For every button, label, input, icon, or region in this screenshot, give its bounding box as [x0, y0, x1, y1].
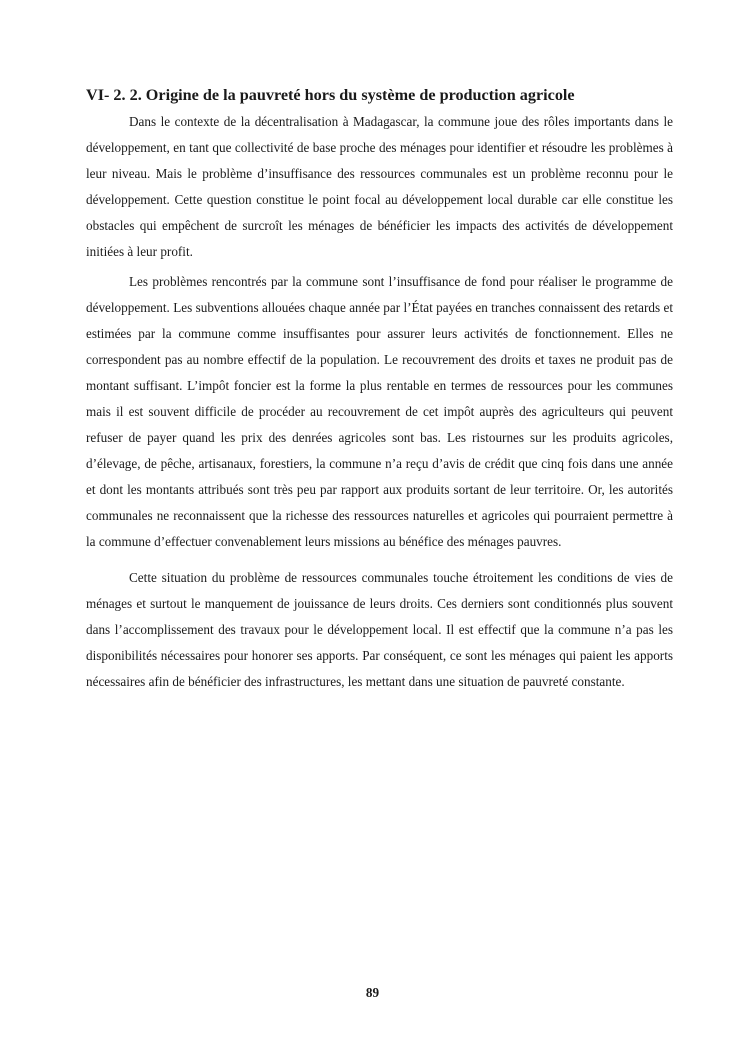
paragraph-decentralisation: Dans le contexte de la décentralisation à Madagascar, la commune joue des rôles importants dans le développement, en tant que collectivité de base proche des ménages pour identifier et résoudre les problèmes à leur niveau. Mais le problème d’insuffisance des ressources communales est un problème reconnu pour le développement. Cette question constitue le point focal au développement local durable car elle constitue les obstacles qui empêchent de surcroît les ménages de bénéficier les impacts des activités de développement initiées à leur profit.	[86, 114, 673, 259]
paragraph-commune-problems: Les problèmes rencontrés par la commune sont l’insuffisance de fond pour réaliser le programme de développement. Les subventions allouées chaque année par l’État payées en tranches connaissent des retards et estimées par la commune comme insuffisantes pour assurer leurs activités de fonctionnement. Elles ne correspondent pas au nombre effectif de la population. Le recouvrement des droits et taxes ne produit pas de montant suffisant. L’impôt foncier est la forme la plus rentable en termes de ressources pour les communes mais il est souvent difficile de procéder au recouvrement de cet impôt auprès des agriculteurs qui peuvent refuser de payer quand les prix des denrées agricoles sont bas. Les ristournes sur les produits agricoles, d’élevage, de pêche, artisanaux, forestiers, la commune n’a reçu d’avis de crédit que cinq fois dans une année et dont les montants attribués sont très peu par rapport aux produits sortant de leur territoire. Or, les autorités communales ne reconnaissent que la richesse des ressources naturelles et agricoles qui pourraient permettre à la commune d’effectuer convenablement leurs missions au bénéfice des ménages pauvres.	[86, 274, 673, 549]
paragraph-household-conditions: Cette situation du problème de ressources communales touche étroitement les conditions de vies de ménages et surtout le manquement de jouissance de leurs droits. Ces derniers sont conditionnés plus souvent dans l’accomplissement des travaux pour le développement local. Il est effectif que la commune n’a pas les disponibilités nécessaires pour honorer ses apports. Par conséquent, ce sont les ménages qui paient les apports nécessaires afin de bénéficier des infrastructures, les mettant dans une situation de pauvreté constante.	[86, 570, 673, 689]
document-page	[86, 84, 673, 695]
page-number: 89	[365, 985, 380, 1000]
section-heading: VI- 2. 2. Origine de la pauvreté hors du système de production agricole	[86, 86, 575, 104]
